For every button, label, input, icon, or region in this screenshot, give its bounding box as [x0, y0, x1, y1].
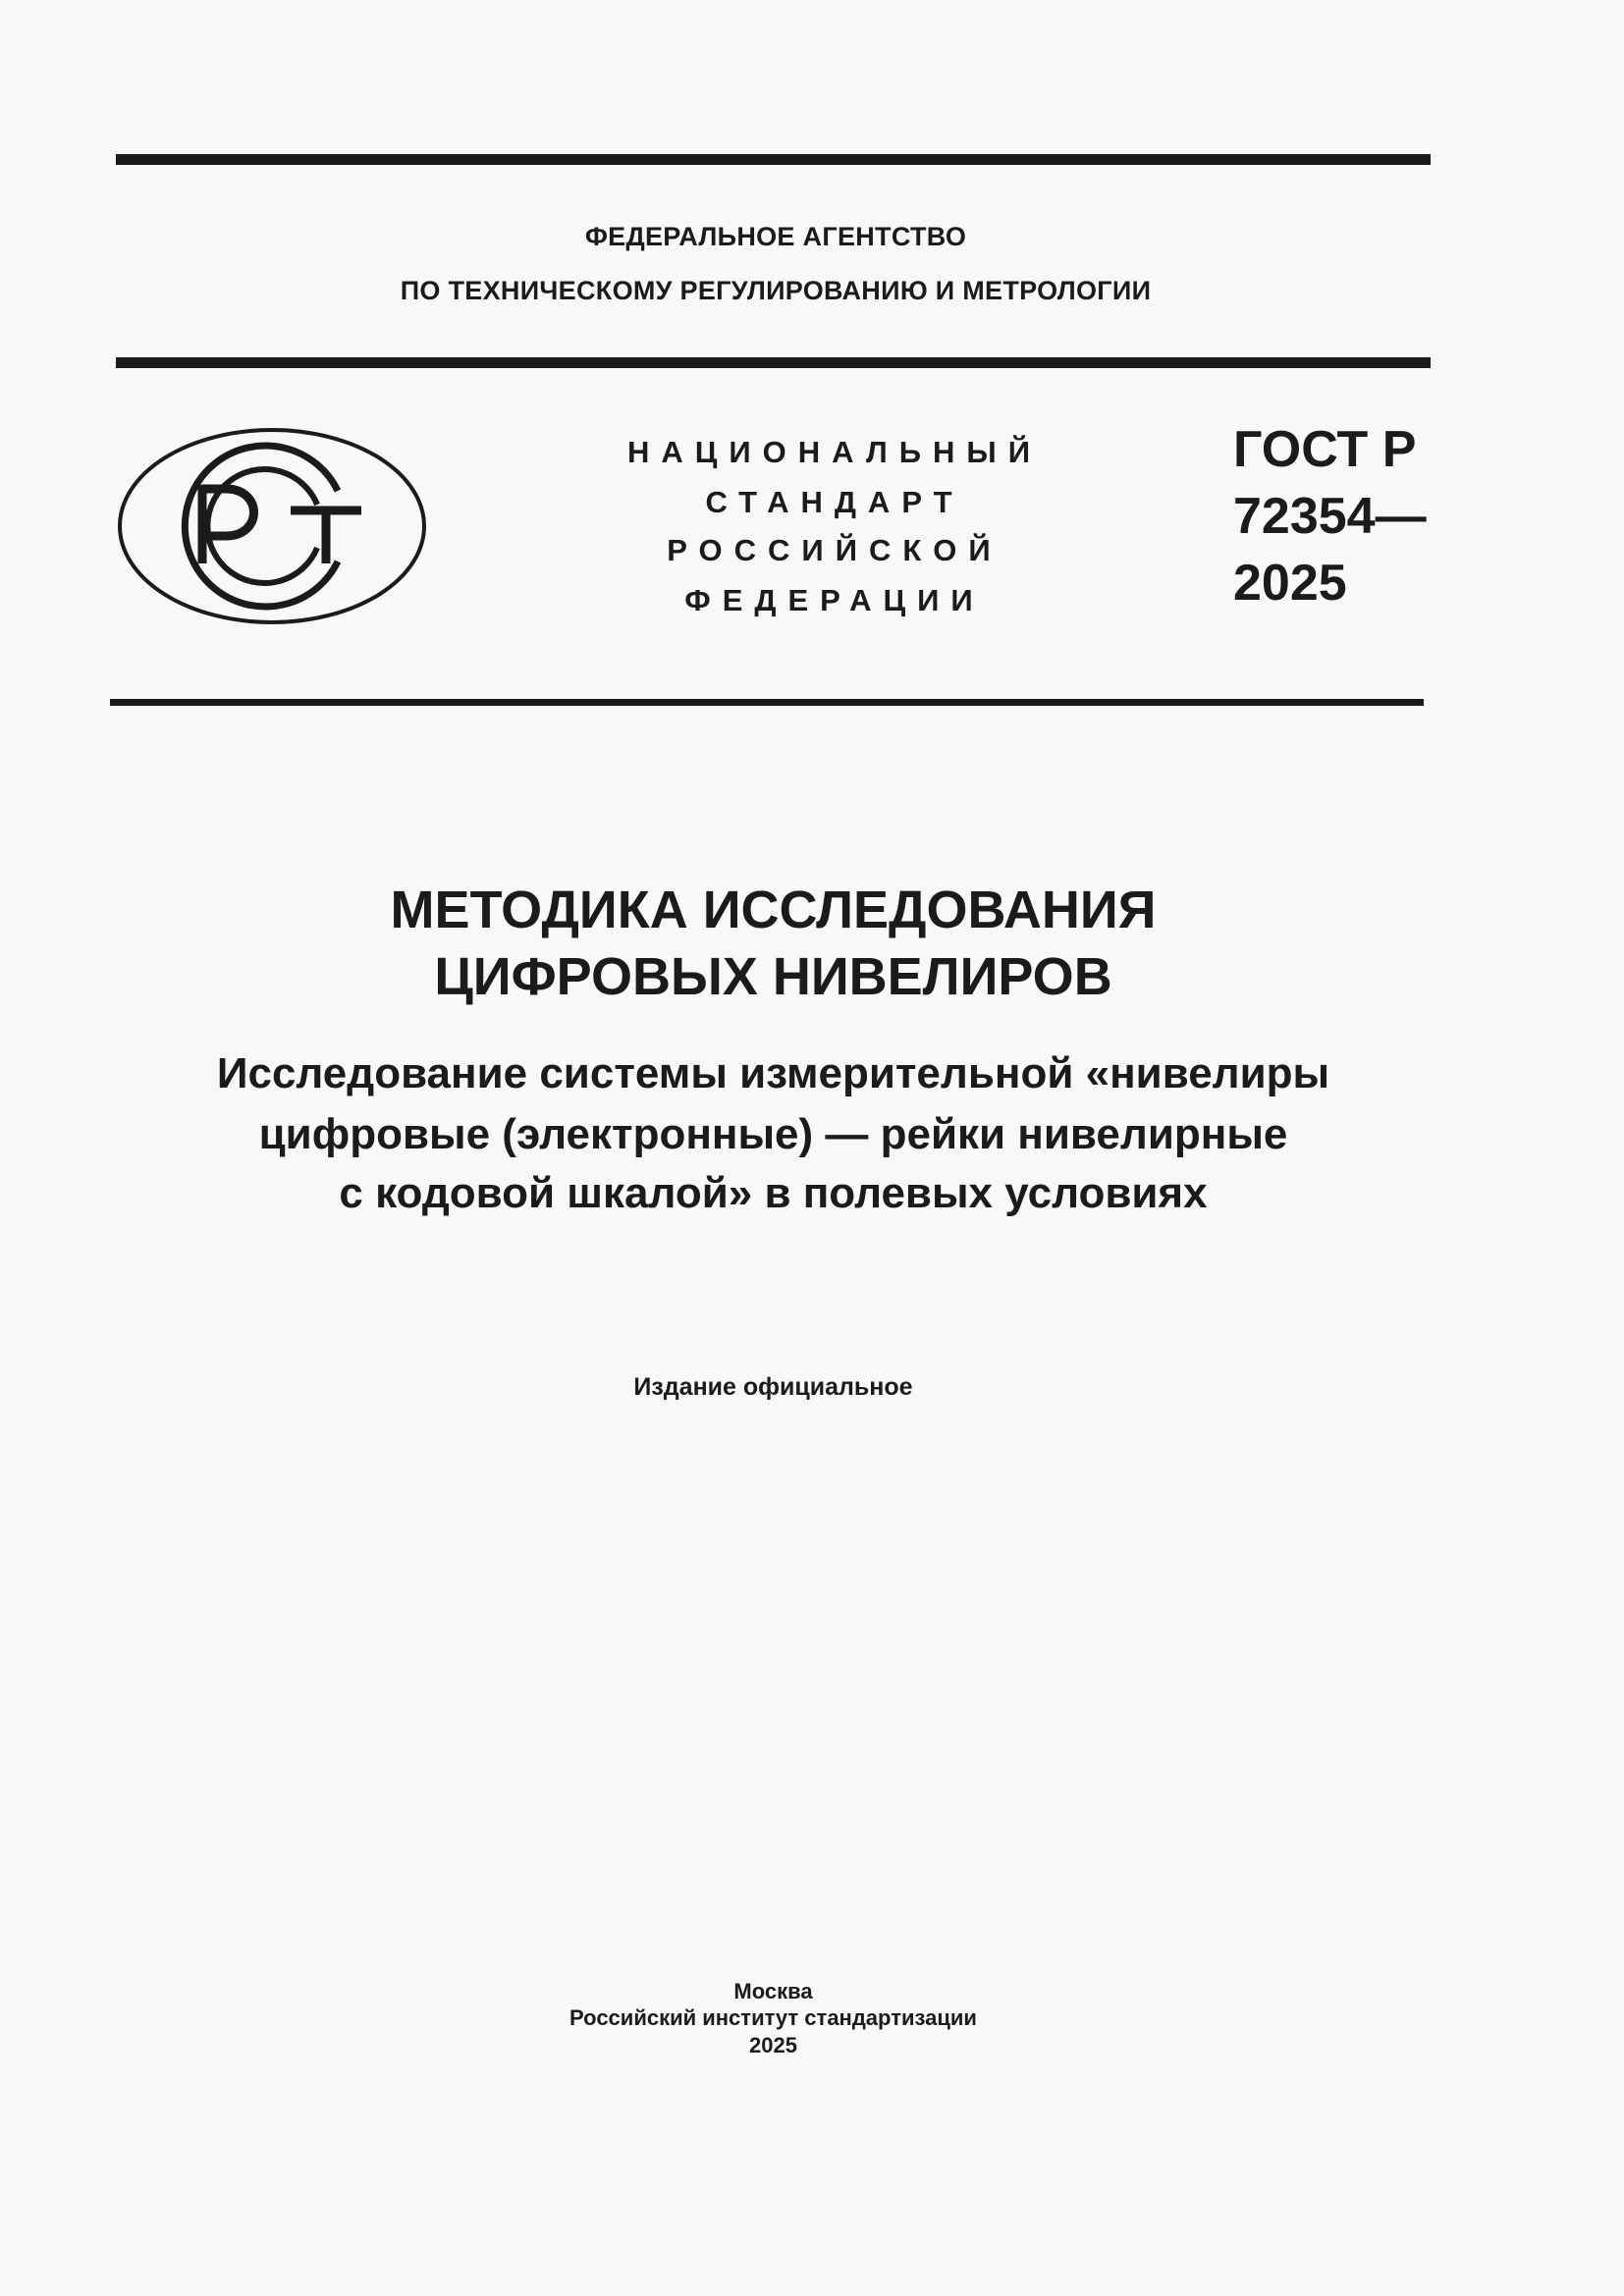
agency-line-1: ФЕДЕРАЛЬНОЕ АГЕНТСТВО	[584, 222, 967, 251]
standard-type-line-1: НАЦИОНАЛЬНЫЙ	[626, 435, 1043, 469]
document-subtitle-line-2: цифровые (электронные) — рейки нивелирные	[258, 1110, 1288, 1158]
edition-label: Издание официальное	[633, 1373, 913, 1401]
document-subtitle-line-1: Исследование системы измерительной «нивелиры	[216, 1049, 1330, 1097]
section-rule	[110, 699, 1424, 706]
imprint-publisher: Российский институт стандартизации	[569, 2005, 977, 2030]
agency-line-2: ПО ТЕХНИЧЕСКОМУ РЕГУЛИРОВАНИЮ И МЕТРОЛОГИИ	[400, 276, 1152, 305]
standard-type-line-4: ФЕДЕРАЦИИ	[684, 583, 985, 617]
document-title-line-1: МЕТОДИКА ИССЛЕДОВАНИЯ	[390, 881, 1157, 939]
standard-type-line-2: СТАНДАРТ	[705, 485, 964, 519]
header-rule	[116, 357, 1431, 368]
imprint-city: Москва	[733, 1979, 813, 2003]
designation-line-3: 2025	[1233, 555, 1347, 612]
standard-type-line-3: РОССИЙСКОЙ	[667, 533, 1002, 567]
rst-certification-mark-icon	[116, 426, 428, 626]
top-rule	[116, 154, 1431, 165]
designation-line-1: ГОСТ Р	[1233, 421, 1417, 478]
document-title-line-2: ЦИФРОВЫХ НИВЕЛИРОВ	[434, 947, 1112, 1006]
document-subtitle-line-3: с кодовой шкалой» в полевых условиях	[339, 1169, 1208, 1217]
designation-line-2: 72354—	[1233, 488, 1427, 545]
imprint-year: 2025	[749, 2033, 797, 2057]
